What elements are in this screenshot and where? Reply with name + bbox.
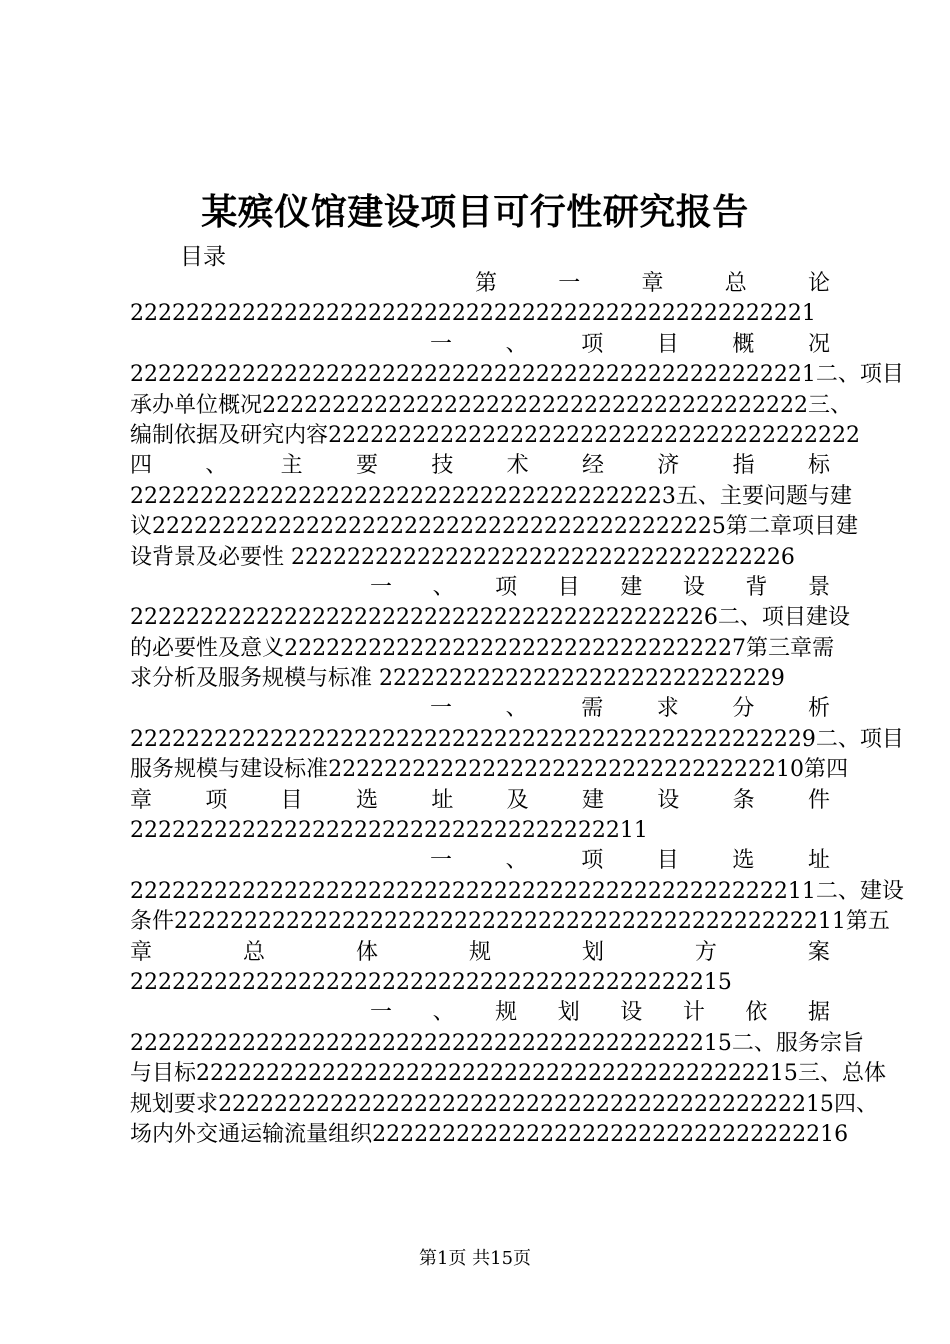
- toc-glyph: 2222222222222222222222222222222222222222222222221: [130, 362, 816, 388]
- toc-glyph: 选: [355, 787, 378, 813]
- toc-glyph: 义: [262, 635, 285, 661]
- toc-glyph: 设: [827, 605, 850, 631]
- toc-glyph: 条: [130, 909, 153, 935]
- toc-glyph: 一: [430, 331, 453, 357]
- toc-glyph: 三: [807, 392, 830, 418]
- toc-glyph: 论: [807, 271, 830, 296]
- toc-glyph: 目: [152, 1061, 175, 1087]
- toc-glyph: 服: [775, 1030, 798, 1056]
- toc-glyph: 、: [855, 1091, 878, 1117]
- toc-glyph: 编: [130, 422, 153, 448]
- toc-glyph: 体: [355, 939, 378, 965]
- toc-glyph: 分: [732, 696, 755, 722]
- toc-glyph: 章: [769, 514, 792, 540]
- toc-glyph: 设: [657, 787, 680, 813]
- toc-glyph: 规: [174, 757, 197, 783]
- toc-glyph: 一: [430, 848, 453, 874]
- toc-line: [130, 725, 904, 755]
- toc-glyph: 问: [763, 483, 786, 509]
- toc-line: [130, 512, 858, 542]
- toc-line: [130, 482, 853, 512]
- toc-line: [130, 664, 830, 694]
- toc-glyph: 设: [682, 574, 705, 600]
- toc-glyph: 2222222222222222222222222222222222222222222222229: [130, 726, 816, 752]
- toc-glyph: 、: [697, 483, 720, 509]
- toc-glyph: 章: [790, 635, 813, 661]
- toc-glyph: 目: [881, 362, 904, 388]
- toc-glyph: 一: [430, 696, 453, 722]
- toc-glyph: 设: [262, 757, 285, 783]
- toc-glyph: 、: [739, 605, 762, 631]
- toc-glyph: 四: [130, 453, 153, 479]
- toc-glyph: 必: [152, 635, 175, 661]
- toc-glyph: 22222222222222222222222222222222222222222215: [218, 1091, 834, 1117]
- toc-glyph: 研: [240, 422, 263, 448]
- toc-glyph: 第: [845, 909, 868, 935]
- toc-glyph: 一: [558, 271, 581, 296]
- toc-heading: 目录: [180, 244, 226, 270]
- toc-line: [130, 1090, 878, 1120]
- toc-glyph: 旨: [841, 1030, 864, 1056]
- toc-glyph: 宗: [819, 1030, 842, 1056]
- toc-glyph: 三: [768, 635, 791, 661]
- toc-glyph: 概: [732, 331, 755, 357]
- toc-glyph: 一: [370, 1000, 393, 1026]
- toc-glyph: 指: [732, 453, 755, 479]
- toc-glyph: 总: [724, 271, 747, 296]
- toc-line: [130, 573, 830, 603]
- toc-glyph: 通: [218, 1121, 241, 1147]
- toc-glyph: 背: [745, 574, 768, 600]
- toc-glyph: 2222222222222222222222222222222222222222215: [196, 1061, 798, 1087]
- toc-glyph: 222222222222222222222222222222227: [284, 635, 747, 661]
- toc-glyph: 及: [218, 422, 241, 448]
- toc-glyph: 建: [859, 878, 882, 904]
- toc-glyph: 五: [675, 483, 698, 509]
- toc-glyph: 222222222222222222222222222222222222222222222211: [174, 909, 846, 935]
- toc-glyph: 交: [196, 1121, 219, 1147]
- toc-glyph: 条: [732, 787, 755, 813]
- toc-glyph: 建: [620, 574, 643, 600]
- toc-glyph: 222222222222222222222222222222222222223: [130, 483, 676, 509]
- toc-glyph: 景: [807, 574, 830, 600]
- toc-glyph: 及: [218, 635, 241, 661]
- toc-glyph: 织: [350, 1121, 373, 1147]
- toc-glyph: 要: [174, 635, 197, 661]
- toc-glyph: 要: [741, 483, 764, 509]
- toc-glyph: 第: [746, 635, 769, 661]
- toc-glyph: 建: [240, 757, 263, 783]
- toc-glyph: 服: [130, 757, 153, 783]
- toc-glyph: 目: [280, 787, 303, 813]
- toc-glyph: 件: [152, 909, 175, 935]
- toc-glyph: 、: [505, 696, 528, 722]
- toc-glyph: 建: [835, 514, 858, 540]
- toc-glyph: 据: [196, 422, 219, 448]
- toc-text: 2222222222222222222222222222222222211: [130, 818, 648, 844]
- toc-glyph: 与: [807, 483, 830, 509]
- toc-line: [130, 603, 850, 633]
- toc-glyph: 划: [152, 1091, 175, 1117]
- toc-glyph: 址: [431, 787, 454, 813]
- toc-glyph: 、: [837, 878, 860, 904]
- toc-glyph: 务: [797, 1030, 820, 1056]
- toc-text: 2222222222222222222222222222222222222222215: [130, 969, 732, 995]
- toc-glyph: 性: [196, 635, 219, 661]
- toc-glyph: 主: [280, 453, 303, 479]
- toc-glyph: 四: [833, 1091, 856, 1117]
- toc-glyph: 办: [152, 392, 175, 418]
- toc-glyph: 制: [152, 422, 175, 448]
- toc-glyph: 设: [881, 878, 904, 904]
- toc-glyph: 项: [205, 787, 228, 813]
- toc-line: [130, 968, 830, 998]
- toc-glyph: 主: [719, 483, 742, 509]
- toc-glyph: 容: [306, 422, 329, 448]
- toc-glyph: 的: [130, 635, 153, 661]
- toc-glyph: 四: [826, 757, 849, 783]
- toc-glyph: 22222222222222222222222222222222222222225: [152, 514, 726, 540]
- toc-glyph: 项: [581, 848, 604, 874]
- toc-glyph: 单: [174, 392, 197, 418]
- toc-glyph: 章: [130, 787, 153, 813]
- toc-glyph: 、: [753, 1030, 776, 1056]
- toc-glyph: 体: [863, 1061, 886, 1087]
- toc-glyph: 2222222222222222222222222222222222222222222222211: [130, 878, 816, 904]
- toc-glyph: 、: [205, 453, 228, 479]
- toc-glyph: 标: [174, 1061, 197, 1087]
- toc-glyph: 与: [218, 757, 241, 783]
- toc-glyph: 目: [656, 331, 679, 357]
- toc-glyph: 、: [505, 331, 528, 357]
- toc-glyph: 、: [837, 726, 860, 752]
- toc-line: [130, 907, 890, 937]
- toc-glyph: 项: [581, 331, 604, 357]
- toc-glyph: 求: [196, 1091, 219, 1117]
- toc-text: 2222222222222222222222222222222222222222222222221: [130, 301, 816, 327]
- toc-glyph: 承: [130, 392, 153, 418]
- toc-line: [130, 694, 830, 724]
- toc-glyph: 件: [807, 787, 830, 813]
- toc-text: 求分析及服务规模与标准 22222222222222222222222222229: [130, 666, 785, 692]
- toc-glyph: 要: [174, 1091, 197, 1117]
- toc-glyph: 析: [807, 696, 830, 722]
- toc-glyph: 题: [785, 483, 808, 509]
- toc-line: [130, 938, 830, 968]
- toc-glyph: 外: [174, 1121, 197, 1147]
- toc-glyph: 求: [656, 696, 679, 722]
- toc-line: [130, 877, 904, 907]
- toc-glyph: 规: [468, 939, 491, 965]
- toc-glyph: 址: [807, 848, 830, 874]
- page-footer: 第1页 共15页: [418, 1248, 532, 1269]
- toc-glyph: 划: [581, 939, 604, 965]
- toc-line: [130, 421, 861, 451]
- toc-line: [130, 846, 830, 876]
- toc-glyph: 章: [641, 271, 664, 296]
- toc-glyph: 究: [262, 422, 285, 448]
- toc-line: [130, 1059, 886, 1089]
- toc-glyph: 二: [717, 605, 740, 631]
- toc-line: [130, 330, 830, 360]
- toc-glyph: 概: [218, 392, 241, 418]
- toc-glyph: 项: [791, 514, 814, 540]
- toc-glyph: 222222222222222222222222222222222222222: [262, 392, 808, 418]
- toc-glyph: 况: [240, 392, 263, 418]
- toc-glyph: 三: [797, 1061, 820, 1087]
- toc-glyph: 及: [506, 787, 529, 813]
- toc-glyph: 22222222222222222222222222222222222222: [328, 422, 861, 448]
- toc-glyph: 运: [240, 1121, 263, 1147]
- toc-glyph: 内: [152, 1121, 175, 1147]
- toc-line: [130, 543, 830, 573]
- toc-line: [130, 998, 830, 1028]
- toc-glyph: 量: [306, 1121, 329, 1147]
- toc-glyph: 目: [813, 514, 836, 540]
- toc-glyph: 输: [262, 1121, 285, 1147]
- toc-glyph: 目: [656, 848, 679, 874]
- toc-glyph: 方: [694, 939, 717, 965]
- toc-glyph: 二: [815, 726, 838, 752]
- toc-glyph: 目: [783, 605, 806, 631]
- toc-glyph: 选: [732, 848, 755, 874]
- toc-glyph: 要: [355, 453, 378, 479]
- toc-line: [130, 1120, 849, 1150]
- toc-glyph: 第: [804, 757, 827, 783]
- toc-glyph: 、: [837, 362, 860, 388]
- toc-glyph: 项: [495, 574, 518, 600]
- toc-glyph: 二: [747, 514, 770, 540]
- toc-glyph: 建: [581, 787, 604, 813]
- toc-glyph: 总: [841, 1061, 864, 1087]
- toc-glyph: 建: [830, 483, 853, 509]
- toc-glyph: 规: [495, 1000, 518, 1026]
- toc-glyph: 规: [130, 1091, 153, 1117]
- toc-glyph: 况: [807, 331, 830, 357]
- toc-line: [130, 755, 849, 785]
- toc-line: [130, 391, 853, 421]
- toc-glyph: 、: [830, 392, 853, 418]
- toc-text: 设背景及必要性 222222222222222222222222222222222226: [130, 544, 795, 570]
- toc-glyph: 议: [130, 514, 153, 540]
- toc-glyph: 建: [805, 605, 828, 631]
- toc-glyph: 标: [284, 757, 307, 783]
- toc-line: [130, 816, 830, 846]
- toc-glyph: 经: [581, 453, 604, 479]
- toc-glyph: 第: [725, 514, 748, 540]
- toc-glyph: 、: [432, 1000, 455, 1026]
- toc-glyph: 术: [506, 453, 529, 479]
- toc-glyph: 二: [815, 362, 838, 388]
- toc-line: [130, 299, 830, 329]
- toc-glyph: 计: [682, 1000, 705, 1026]
- toc-glyph: 一: [370, 574, 393, 600]
- toc-glyph: 需: [812, 635, 835, 661]
- toc-glyph: 位: [196, 392, 219, 418]
- toc-line: [130, 786, 830, 816]
- toc-glyph: 2222222222222222222222222222222210: [328, 757, 805, 783]
- toc-glyph: 五: [867, 909, 890, 935]
- toc-glyph: 2222222222222222222222222222222216: [372, 1121, 849, 1147]
- toc-glyph: 准: [306, 757, 329, 783]
- toc-glyph: 目: [557, 574, 580, 600]
- toc-glyph: 第: [475, 271, 498, 296]
- toc-glyph: 项: [761, 605, 784, 631]
- toc-glyph: 、: [819, 1061, 842, 1087]
- toc-glyph: 流: [284, 1121, 307, 1147]
- toc-glyph: 划: [557, 1000, 580, 1026]
- toc-glyph: 依: [174, 422, 197, 448]
- toc-glyph: 组: [328, 1121, 351, 1147]
- toc-line: [130, 634, 835, 664]
- toc-glyph: 目: [881, 726, 904, 752]
- toc-glyph: 技: [431, 453, 454, 479]
- toc-glyph: 2222222222222222222222222222222222222222215: [130, 1030, 732, 1056]
- toc-glyph: 章: [130, 939, 153, 965]
- table-of-contents: [130, 269, 904, 1150]
- toc-glyph: 、: [505, 848, 528, 874]
- toc-glyph: 意: [240, 635, 263, 661]
- toc-glyph: 标: [807, 453, 830, 479]
- toc-glyph: 案: [807, 939, 830, 965]
- toc-glyph: 据: [807, 1000, 830, 1026]
- toc-glyph: 依: [745, 1000, 768, 1026]
- document-title: 某殡仪馆建设项目可行性研究报告: [201, 191, 749, 233]
- toc-line: [130, 1029, 864, 1059]
- toc-glyph: 场: [130, 1121, 153, 1147]
- toc-glyph: 总: [242, 939, 265, 965]
- toc-glyph: 设: [620, 1000, 643, 1026]
- toc-glyph: 务: [152, 757, 175, 783]
- toc-line: [130, 269, 830, 299]
- toc-glyph: 济: [657, 453, 680, 479]
- toc-glyph: 222222222222222222222222222222222222222226: [130, 605, 718, 631]
- toc-glyph: 内: [284, 422, 307, 448]
- toc-glyph: 项: [859, 362, 882, 388]
- toc-glyph: 、: [432, 574, 455, 600]
- toc-glyph: 二: [815, 878, 838, 904]
- toc-line: [130, 451, 830, 481]
- toc-glyph: 项: [859, 726, 882, 752]
- toc-glyph: 模: [196, 757, 219, 783]
- toc-glyph: 二: [731, 1030, 754, 1056]
- toc-line: [130, 360, 904, 390]
- toc-glyph: 需: [581, 696, 604, 722]
- toc-glyph: 与: [130, 1061, 153, 1087]
